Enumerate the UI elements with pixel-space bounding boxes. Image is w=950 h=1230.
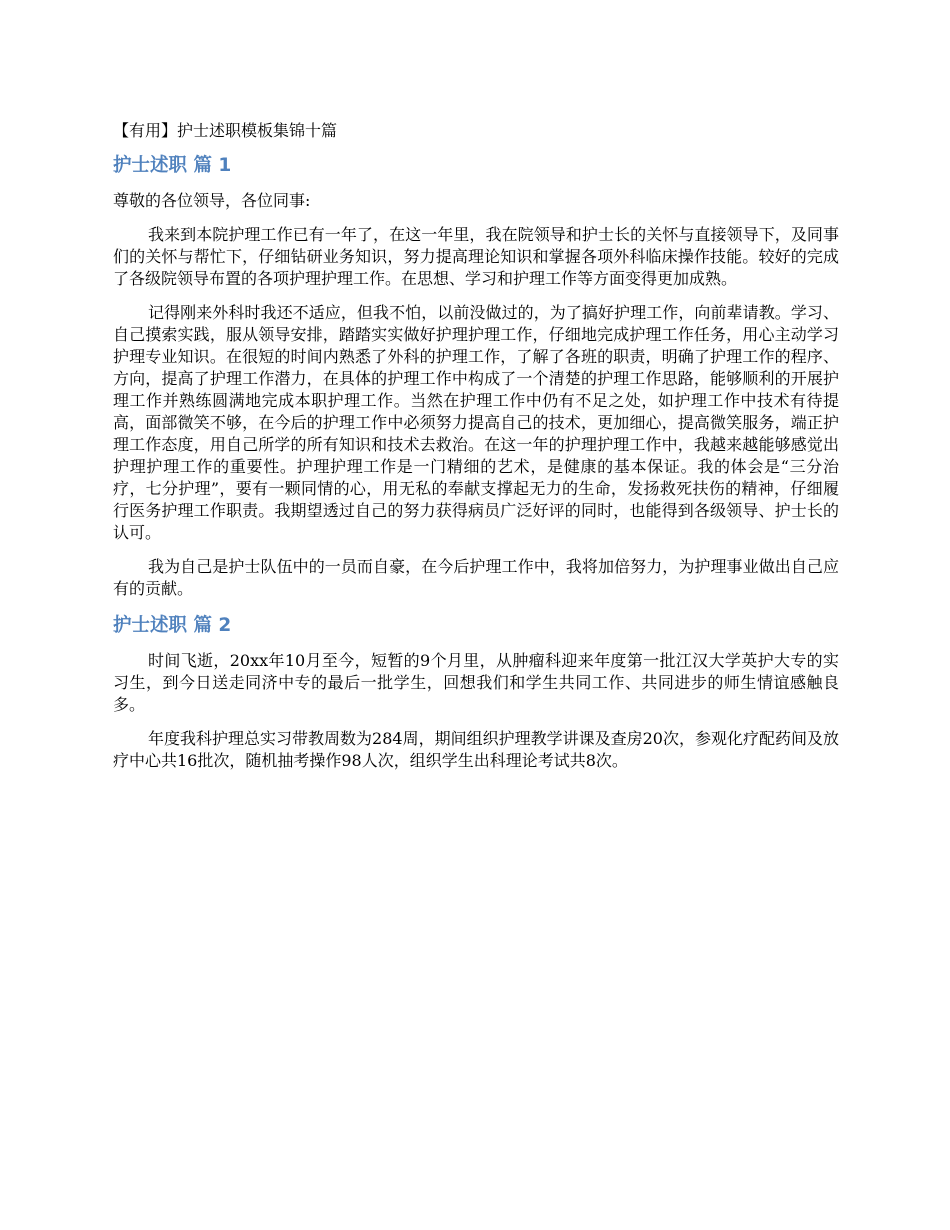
section-1 [113, 154, 839, 600]
body-paragraph: 我为自己是护士队伍中的一员而自豪，在今后护理工作中，我将加倍努力，为护理事业做出自己应有的贡献。 [113, 557, 839, 598]
greeting-paragraph: 尊敬的各位领导，各位同事: [113, 191, 311, 210]
section-heading: 护士述职 篇 1 [113, 155, 232, 176]
section-heading: 护士述职 篇 2 [113, 615, 232, 636]
document-title: 【有用】护士述职模板集锦十篇 [113, 121, 338, 140]
section-2 [113, 614, 839, 772]
body-paragraph: 我来到本院护理工作已有一年了，在这一年里，我在院领导和护士长的关怀与直接领导下，及同事们的关怀与帮忙下，仔细钻研业务知识，努力提高理论知识和掌握各项外科临床操作技能。较好的完成了各级院领导布置的各项护理护理工作。在思想、学习和护理工作等方面变得更加成熟。 [113, 225, 839, 288]
body-paragraph: 记得刚来外科时我还不适应，但我不怕，以前没做过的，为了搞好护理工作，向前辈请教。学习、自己摸索实践，服从领导安排，踏踏实实做好护理护理工作，仔细地完成护理工作任务，用心主动学习护理专业知识。在很短的时间内熟悉了外科的护理工作，了解了各班的职责，明确了护理工作的程序、方向，提高了护理工作潜力，在具体的护理工作中构成了一个清楚的护理工作思路，能够顺利的开展护理工作并熟练圆满地完成本职护理工作。当然在护理工作中仍有不足之处，如护理工作中技术有待提高，面部微笑不够，在今后的护理工作中必须努力提高自己的技术，更加细心，提高微笑服务，端正护理工作态度，用自己所学的所有知识和技术去救治。在这一年的护理护理工作中，我越来越能够感觉出护理护理工作的重要性。护理护理工作是一门精细的艺术，是健康的基本保证。我的体会是“三分治疗，七分护理”，要有一颗同情的心，用无私的奉献支撑起无力的生命，发扬救死扶伤的精神，仔细履行医务护理工作职责。我期望透过自己的努力获得病员广泛好评的同时，也能得到各级领导、护士长的认可。 [113, 303, 839, 542]
body-paragraph: 时间飞逝，20xx年10月至今，短暂的9个月里，从肿瘤科迎来年度第一批江汉大学英护大专的实习生，到今日送走同济中专的最后一批学生，回想我们和学生共同工作、共同进步的师生情谊感触良多。 [113, 651, 839, 714]
document-page [113, 120, 839, 784]
body-paragraph: 年度我科护理总实习带教周数为284周，期间组织护理教学讲课及查房20次，参观化疗配药间及放疗中心共16批次，随机抽考操作98人次，组织学生出科理论考试共8次。 [113, 729, 839, 770]
